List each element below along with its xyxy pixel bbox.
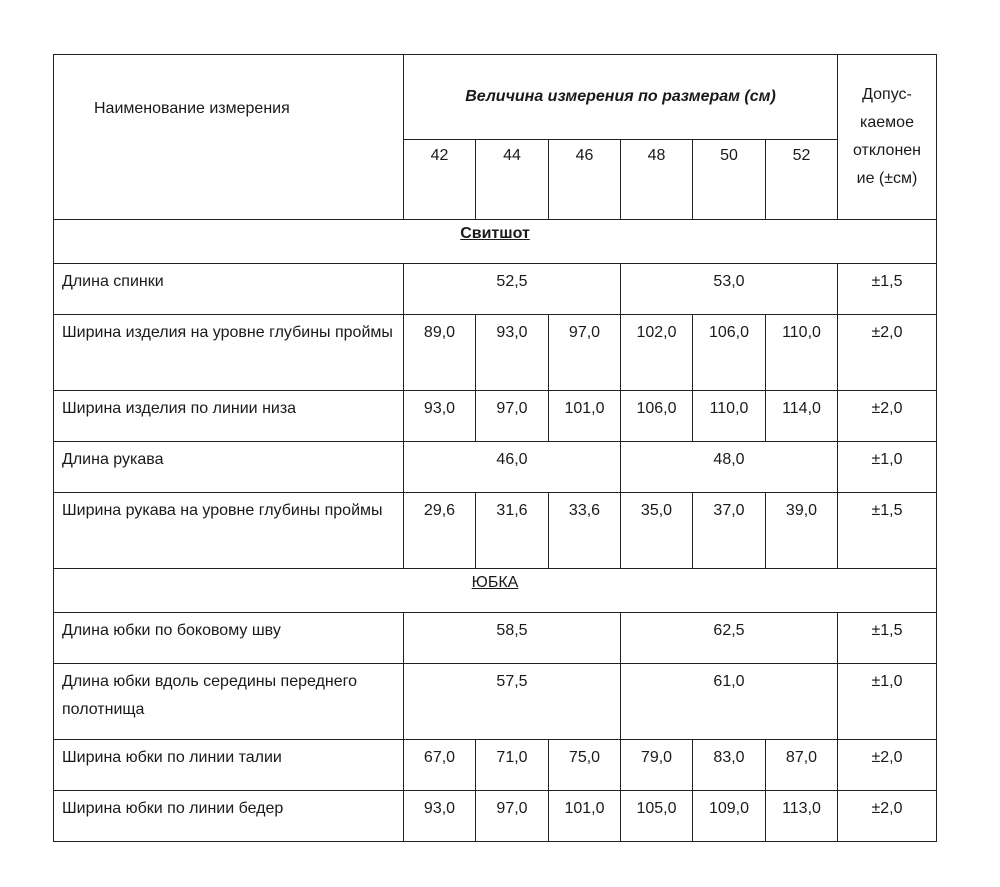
value-cell: 97,0 <box>549 315 621 391</box>
size-header-cell: 48 <box>621 140 693 220</box>
tolerance-cell: ±2,0 <box>838 315 937 391</box>
value-cell: 67,0 <box>404 740 476 791</box>
tolerance-cell: ±2,0 <box>838 791 937 842</box>
measurement-name: Ширина рукава на уровне глубины проймы <box>54 493 404 569</box>
value-cell: 71,0 <box>476 740 549 791</box>
measurement-name: Длина спинки <box>54 264 404 315</box>
section-title: Свитшот <box>460 225 530 242</box>
merged-value-cell: 46,0 <box>404 442 621 493</box>
value-cell: 89,0 <box>404 315 476 391</box>
value-cell: 93,0 <box>404 791 476 842</box>
value-cell: 93,0 <box>404 391 476 442</box>
header-size-column: Величина измерения по размерам (см) <box>404 55 838 140</box>
size-header-cell: 44 <box>476 140 549 220</box>
size-header-cell: 50 <box>693 140 766 220</box>
value-cell: 31,6 <box>476 493 549 569</box>
section-row <box>54 220 937 264</box>
tolerance-cell: ±1,5 <box>838 264 937 315</box>
value-cell: 101,0 <box>549 391 621 442</box>
section-title: ЮБКА <box>471 574 519 591</box>
value-cell: 29,6 <box>404 493 476 569</box>
section-title-cell <box>54 569 937 613</box>
table-row <box>54 613 937 664</box>
table-row <box>54 315 937 391</box>
merged-value-cell: 58,5 <box>404 613 621 664</box>
measurement-name: Ширина юбки по линии талии <box>54 740 404 791</box>
value-cell: 75,0 <box>549 740 621 791</box>
table-row <box>54 391 937 442</box>
value-cell: 97,0 <box>476 791 549 842</box>
merged-value-cell: 57,5 <box>404 664 621 740</box>
tolerance-cell: ±1,5 <box>838 493 937 569</box>
tolerance-cell: ±2,0 <box>838 391 937 442</box>
table-row <box>54 493 937 569</box>
merged-value-cell: 62,5 <box>621 613 838 664</box>
measurement-name: Длина юбки по боковому шву <box>54 613 404 664</box>
merged-value-cell: 48,0 <box>621 442 838 493</box>
measurement-name: Длина рукава <box>54 442 404 493</box>
table-row <box>54 791 937 842</box>
table-row <box>54 664 937 740</box>
value-cell: 113,0 <box>766 791 838 842</box>
tolerance-cell: ±1,5 <box>838 613 937 664</box>
value-cell: 79,0 <box>621 740 693 791</box>
measurement-table <box>53 54 937 842</box>
size-header-cell: 46 <box>549 140 621 220</box>
value-cell: 35,0 <box>621 493 693 569</box>
merged-value-cell: 61,0 <box>621 664 838 740</box>
value-cell: 106,0 <box>693 315 766 391</box>
value-cell: 105,0 <box>621 791 693 842</box>
value-cell: 83,0 <box>693 740 766 791</box>
merged-value-cell: 53,0 <box>621 264 838 315</box>
measurement-name: Ширина изделия на уровне глубины проймы <box>54 315 404 391</box>
header-tolerance-column <box>838 55 937 220</box>
section-row <box>54 569 937 613</box>
header-name-column: Наименование измерения <box>54 55 404 220</box>
measurement-name: Длина юбки вдоль середины переднего полотнища <box>54 664 404 740</box>
value-cell: 106,0 <box>621 391 693 442</box>
tolerance-line-4: ие (±см) <box>856 170 918 187</box>
tolerance-cell: ±1,0 <box>838 442 937 493</box>
size-header-cell: 42 <box>404 140 476 220</box>
measurement-name: Ширина юбки по линии бедер <box>54 791 404 842</box>
tolerance-cell: ±1,0 <box>838 664 937 740</box>
tolerance-line-1: Допус- <box>862 86 912 103</box>
measurement-name: Ширина изделия по линии низа <box>54 391 404 442</box>
value-cell: 114,0 <box>766 391 838 442</box>
value-cell: 39,0 <box>766 493 838 569</box>
value-cell: 109,0 <box>693 791 766 842</box>
value-cell: 87,0 <box>766 740 838 791</box>
table-row <box>54 264 937 315</box>
value-cell: 110,0 <box>766 315 838 391</box>
tolerance-line-2: каемое <box>860 114 914 131</box>
value-cell: 110,0 <box>693 391 766 442</box>
table-row <box>54 442 937 493</box>
value-cell: 37,0 <box>693 493 766 569</box>
tolerance-line-3: отклонен <box>852 142 922 159</box>
table-row <box>54 740 937 791</box>
size-header-cell: 52 <box>766 140 838 220</box>
tolerance-cell: ±2,0 <box>838 740 937 791</box>
value-cell: 101,0 <box>549 791 621 842</box>
value-cell: 33,6 <box>549 493 621 569</box>
merged-value-cell: 52,5 <box>404 264 621 315</box>
value-cell: 102,0 <box>621 315 693 391</box>
value-cell: 93,0 <box>476 315 549 391</box>
section-title-cell <box>54 220 937 264</box>
value-cell: 97,0 <box>476 391 549 442</box>
